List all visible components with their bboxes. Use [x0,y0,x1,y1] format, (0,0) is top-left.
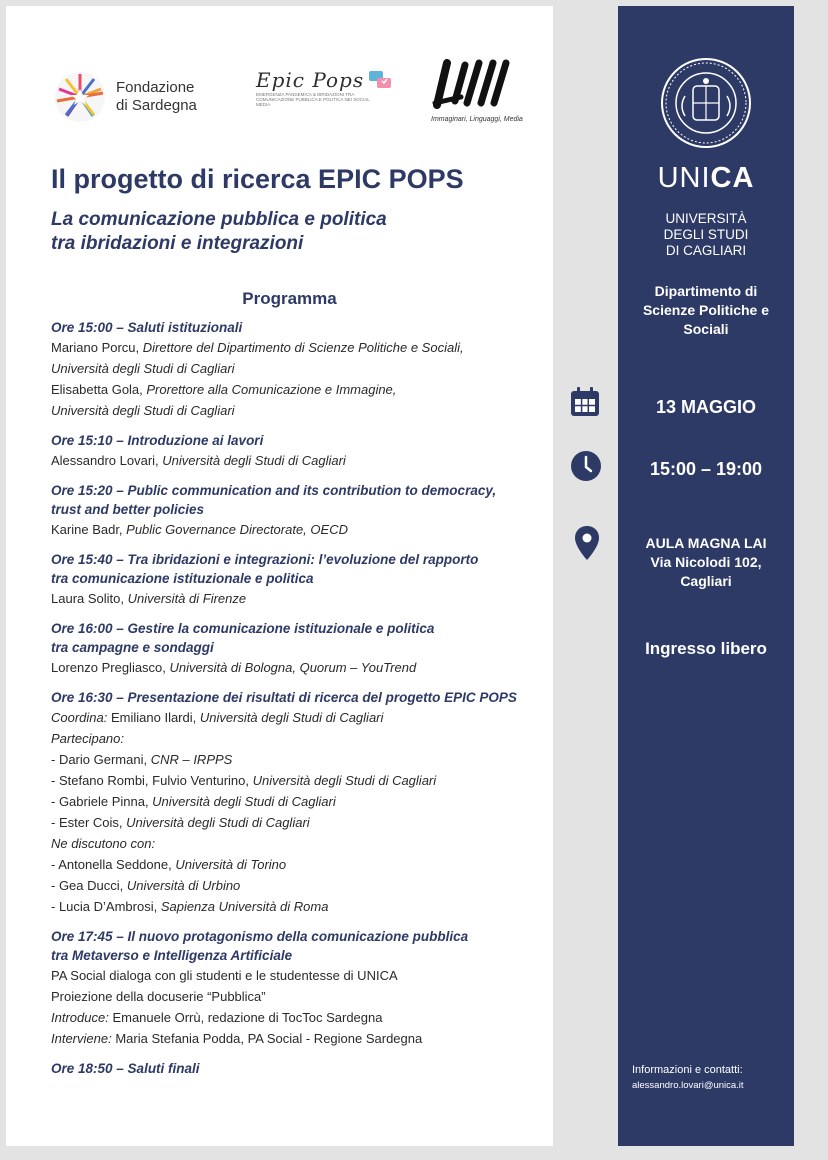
info-sidebar [618,6,794,1146]
line-person: Laura Solito, [51,591,128,606]
program-slot [51,431,551,471]
contact-email[interactable]: alessandro.lovari@unica.it [632,1080,744,1091]
slot-line [51,986,551,1007]
line-affiliation: CNR – IRPPS [150,752,233,767]
event-time: 15:00 – 19:00 [649,459,763,479]
line-person: - Dario Germani, [51,752,151,767]
program-slot [51,550,551,609]
line-affiliation: Direttore del Dipartimento di Scienze Politiche e Sociali, [142,340,464,355]
slot-title: tra campagne e sondaggi [51,640,214,655]
slot-line [51,833,551,854]
epic-pops-name: Epic Pops [256,68,365,92]
university-name [618,211,794,259]
line-affiliation: Università di Torino [175,857,287,872]
line-person: Alessandro Lovari, [51,453,163,468]
slot-title: tra comunicazione istituzionale e politica [51,571,314,586]
entry-note: Ingresso libero [645,639,767,658]
logo-bar [6,56,553,136]
slot-line [51,358,551,379]
slot-line [51,400,551,421]
line-affiliation: Università di Urbino [126,878,241,893]
line-role: Partecipano: [51,731,124,746]
university-line2: DEGLI STUDI [663,227,749,242]
slot-line [51,337,551,358]
university-line3: DI CAGLIARI [665,243,747,258]
university-seal-icon [659,56,753,150]
slot-line [51,791,551,812]
epic-pops-tagline: EMERGENZA PANDEMICA & IBRIDAZIONI TRA COMUNICAZIONE PUBBLICA E POLITICA NEI SOCIAL MEDIA [256,92,370,107]
line-role: Coordina: [51,710,111,725]
slot-line [51,812,551,833]
program-slot [51,318,551,421]
slot-line [51,965,551,986]
slot-line [51,1007,551,1028]
line-affiliation: Public Governance Directorate, OECD [126,522,348,537]
slot-title: Ore 15:40 – Tra ibridazioni e integrazioni: l’evoluzione del rapporto [51,552,479,567]
line-affiliation: Università degli Studi di Cagliari [152,794,336,809]
line-person: Maria Stefania Podda, PA Social - Regione Sardegna [115,1031,423,1046]
slot-line [51,896,551,917]
unica-bold: CA [710,162,755,194]
line-person: - Lucia D’Ambrosi, [51,899,161,914]
fondazione-line1: Fondazione [116,79,195,96]
line-affiliation: Università degli Studi di Cagliari [51,403,235,418]
line-role: Ne discutono con: [51,836,156,851]
event-date: 13 MAGGIO [655,397,757,417]
line-role: Introduce: [51,1010,113,1025]
slot-title: trust and better policies [51,502,205,517]
department-line3: Sociali [683,321,729,337]
contact-label: Informazioni e contatti: [632,1064,743,1076]
fondazione-di-sardegna-logo [54,71,197,123]
contact-block [632,1063,792,1093]
slot-title: Ore 17:45 – Il nuovo protagonismo della comunicazione pubblica [51,929,469,944]
slot-line [51,379,551,400]
department-line2: Scienze Politiche e [642,302,770,318]
slot-line [51,707,551,728]
slot-title: Ore 15:00 – Saluti istituzionali [51,320,243,335]
line-person: - Gabriele Pinna, [51,794,153,809]
slot-title: tra Metaverso e Intelligenza Artificiale [51,948,293,963]
line-person: Karine Badr, [51,522,127,537]
location-line3: Cagliari [680,573,732,589]
line-affiliation: Università di Firenze [127,591,247,606]
chat-bubbles-icon [367,69,393,91]
slot-title: Ore 18:50 – Saluti finali [51,1061,200,1076]
line-person: Proiezione della docuserie “Pubblica” [51,989,266,1004]
line-affiliation: Università degli Studi di Cagliari [51,361,235,376]
department-line1: Dipartimento di [654,283,758,299]
calendar-icon [569,386,601,418]
line-affiliation: Università degli Studi di Cagliari [126,815,310,830]
university-line1: UNIVERSITÀ [665,211,747,226]
line-affiliation: Prorettore alla Comunicazione e Immagine, [146,382,397,397]
slot-line [51,588,551,609]
line-person: PA Social dialoga con gli studenti e le studentesse di UNICA [51,968,398,983]
flyer-page [6,6,553,1146]
page-subtitle [51,208,531,256]
page-title: Il progetto di ricerca EPIC POPS [51,164,464,194]
slot-title: Ore 15:20 – Public communication and its contribution to democracy, [51,483,497,498]
program-list [51,318,551,1088]
epic-pops-logo [256,68,401,107]
slot-line [51,657,551,678]
line-person: Elisabetta Gola, [51,382,147,397]
slot-title: Ore 15:10 – Introduzione ai lavori [51,433,264,448]
slot-line [51,770,551,791]
slot-line [51,519,551,540]
location-pin-icon [574,525,600,561]
line-person: - Antonella Seddone, [51,857,176,872]
fondazione-star-icon [54,71,106,123]
line-person: - Gea Ducci, [51,878,127,893]
program-slot [51,927,551,1049]
subtitle-line1: La comunicazione pubblica e politica [51,209,387,230]
slot-line [51,728,551,749]
programma-heading: Programma [242,289,337,308]
slot-title: Ore 16:00 – Gestire la comunicazione istituzionale e politica [51,621,435,636]
slot-title: Ore 16:30 – Presentazione dei risultati di ricerca del progetto EPIC POPS [51,690,517,705]
unica-thin: UNI [657,162,711,194]
program-slot [51,688,551,917]
location-line2: Via Nicolodi 102, [650,554,762,570]
line-affiliation: Università di Bologna, Quorum – YouTrend [169,660,417,675]
location-line1: AULA MAGNA LAI [645,535,767,551]
line-person: Emiliano Ilardi, [110,710,200,725]
program-slot [51,481,551,540]
unica-wordmark [618,162,794,195]
clock-icon [570,450,602,482]
slot-line [51,1028,551,1049]
program-slot [51,1059,551,1078]
line-role: Interviene: [51,1031,116,1046]
line-person: - Stefano Rombi, Fulvio Venturino, [51,773,253,788]
line-affiliation: Università degli Studi di Cagliari [252,773,437,788]
fondazione-line2: di Sardegna [116,97,197,114]
line-person: Lorenzo Pregliasco, [51,660,170,675]
event-location [618,534,794,591]
slot-line [51,450,551,471]
slot-line [51,854,551,875]
line-affiliation: Università degli Studi di Cagliari [162,453,346,468]
department-name [618,282,794,339]
slot-line [51,749,551,770]
line-person: - Ester Cois, [51,815,127,830]
ilm-mark-icon [431,59,511,109]
line-affiliation: Sapienza Università di Roma [160,899,329,914]
line-person: Mariano Porcu, [51,340,143,355]
line-affiliation: Università degli Studi di Cagliari [199,710,384,725]
program-slot [51,619,551,678]
ilm-caption: Immaginari, Linguaggi, Media [431,116,523,123]
slot-line [51,875,551,896]
subtitle-line2: tra ibridazioni e integrazioni [51,233,304,254]
line-person: Emanuele Orrù, redazione di TocToc Sardegna [112,1010,383,1025]
ilm-logo [431,59,541,123]
